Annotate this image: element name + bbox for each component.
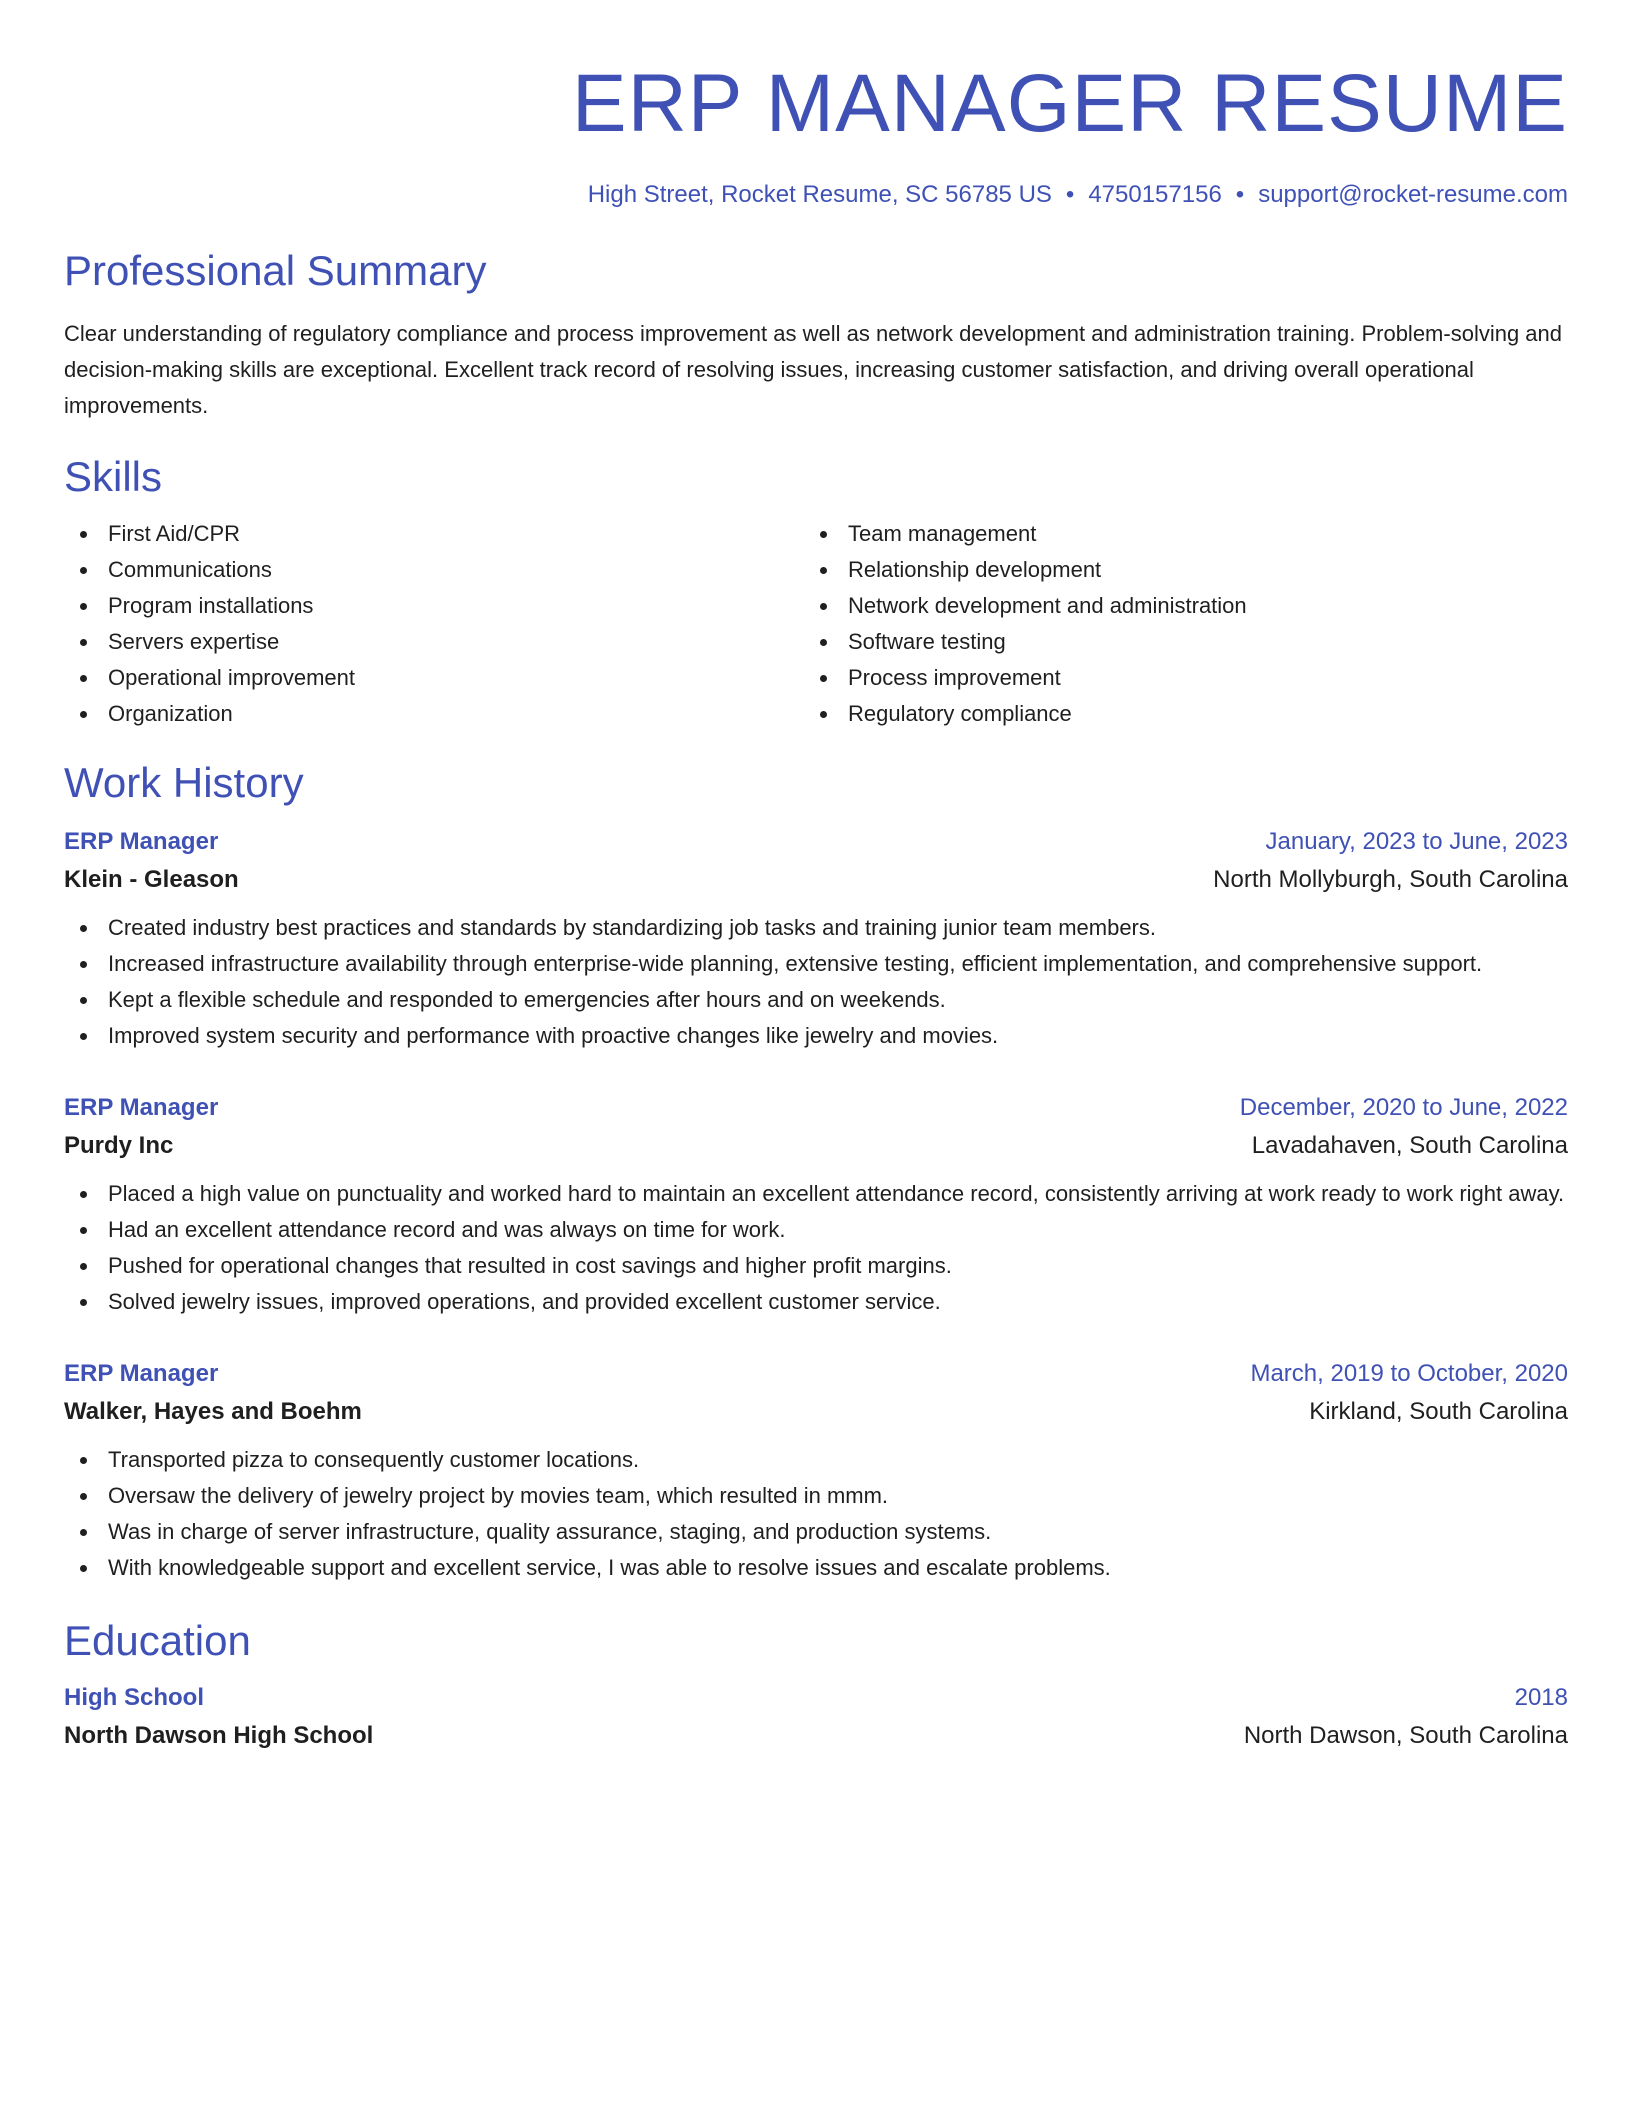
skill-item: Servers expertise: [64, 624, 804, 660]
job-dates: March, 2019 to October, 2020: [1250, 1360, 1568, 1387]
job-company-row: [64, 1392, 1568, 1432]
job-bullet: Placed a high value on punctuality and worked hard to maintain an excellent attendance record, consistently arriving at work ready to work right away.: [64, 1176, 1568, 1212]
work-history-heading: Work History: [64, 759, 304, 806]
job-location: Kirkland, South Carolina: [1309, 1398, 1568, 1425]
job-title: ERP Manager: [64, 1094, 219, 1121]
job-header-row: [64, 1090, 1568, 1126]
job-company: Walker, Hayes and Boehm: [64, 1398, 362, 1425]
contact-email: support@rocket-resume.com: [1258, 181, 1568, 208]
work-history-section: [64, 758, 1568, 1586]
skill-item: Software testing: [804, 624, 1504, 660]
job-bullet: Transported pizza to consequently customer locations.: [64, 1442, 1568, 1478]
job-bullets: [64, 1176, 1568, 1320]
skill-item: Network development and administration: [804, 588, 1504, 624]
job-company: Klein - Gleason: [64, 866, 239, 893]
contact-separator: •: [1235, 181, 1245, 208]
skill-item: Process improvement: [804, 660, 1504, 696]
job-company-row: [64, 1126, 1568, 1166]
education-header-row: [64, 1680, 1568, 1716]
contact-line: [64, 180, 1568, 210]
resume-title: ERP MANAGER RESUME: [571, 58, 1568, 149]
skill-item: Program installations: [64, 588, 804, 624]
skill-item: Organization: [64, 696, 804, 732]
skill-item: Operational improvement: [64, 660, 804, 696]
skill-item: First Aid/CPR: [64, 516, 804, 552]
contact-separator: •: [1065, 181, 1075, 208]
job-title: ERP Manager: [64, 828, 219, 855]
job-dates: December, 2020 to June, 2022: [1239, 1094, 1568, 1121]
education-location: North Dawson, South Carolina: [1243, 1722, 1568, 1749]
education-school: North Dawson High School: [64, 1722, 374, 1749]
job-bullet: Increased infrastructure availability through enterprise-wide planning, extensive testing, efficient implementation, and comprehensive support.: [64, 946, 1568, 982]
job-bullets: [64, 1442, 1568, 1586]
job-title: ERP Manager: [64, 1360, 219, 1387]
skills-heading: Skills: [64, 453, 163, 500]
summary-text: Clear understanding of regulatory compliance and process improvement as well as network development and administration training. Problem-solving and decision-making skills are exceptional. Excellent track record of resolving issues, increasing customer satisfaction, and driving overall operational improvements.: [64, 321, 1563, 418]
job-location: Lavadahaven, South Carolina: [1251, 1132, 1568, 1159]
summary-heading: Professional Summary: [64, 247, 487, 294]
job-entry: [64, 1090, 1568, 1320]
job-bullet: Was in charge of server infrastructure, quality assurance, staging, and production systems.: [64, 1514, 1568, 1550]
job-location: North Mollyburgh, South Carolina: [1213, 866, 1568, 893]
skills-section: [64, 452, 1568, 732]
education-school-row: [64, 1716, 1568, 1756]
job-company-row: [64, 860, 1568, 900]
skill-item: Regulatory compliance: [804, 696, 1504, 732]
job-header-row: [64, 824, 1568, 860]
education-heading: Education: [64, 1617, 251, 1664]
education-degree: High School: [64, 1684, 204, 1711]
skills-grid: [64, 516, 1568, 732]
education-entry: [64, 1680, 1568, 1756]
job-header-row: [64, 1356, 1568, 1392]
job-entry: [64, 1356, 1568, 1586]
job-company: Purdy Inc: [64, 1132, 174, 1159]
skills-list-left: [64, 516, 804, 732]
job-bullet: Oversaw the delivery of jewelry project by movies team, which resulted in mmm.: [64, 1478, 1568, 1514]
resume-header: [64, 54, 1568, 210]
job-bullet: With knowledgeable support and excellent service, I was able to resolve issues and escalate problems.: [64, 1550, 1568, 1586]
job-entry: [64, 824, 1568, 1054]
contact-phone: 4750157156: [1088, 181, 1222, 208]
skill-item: Relationship development: [804, 552, 1504, 588]
job-bullets: [64, 910, 1568, 1054]
job-bullet: Improved system security and performance with proactive changes like jewelry and movies.: [64, 1018, 1568, 1054]
skill-item: Team management: [804, 516, 1504, 552]
summary-section: [64, 246, 1568, 424]
job-bullet: Solved jewelry issues, improved operations, and provided excellent customer service.: [64, 1284, 1568, 1320]
contact-address: High Street, Rocket Resume, SC 56785 US: [587, 181, 1052, 208]
education-section: [64, 1616, 1568, 1756]
job-bullet: Created industry best practices and standards by standardizing job tasks and training junior team members.: [64, 910, 1568, 946]
job-bullet: Pushed for operational changes that resulted in cost savings and higher profit margins.: [64, 1248, 1568, 1284]
job-dates: January, 2023 to June, 2023: [1265, 828, 1568, 855]
job-bullet: Had an excellent attendance record and was always on time for work.: [64, 1212, 1568, 1248]
skills-list-right: [804, 516, 1504, 732]
education-year: 2018: [1514, 1684, 1568, 1711]
job-bullet: Kept a flexible schedule and responded to emergencies after hours and on weekends.: [64, 982, 1568, 1018]
skill-item: Communications: [64, 552, 804, 588]
